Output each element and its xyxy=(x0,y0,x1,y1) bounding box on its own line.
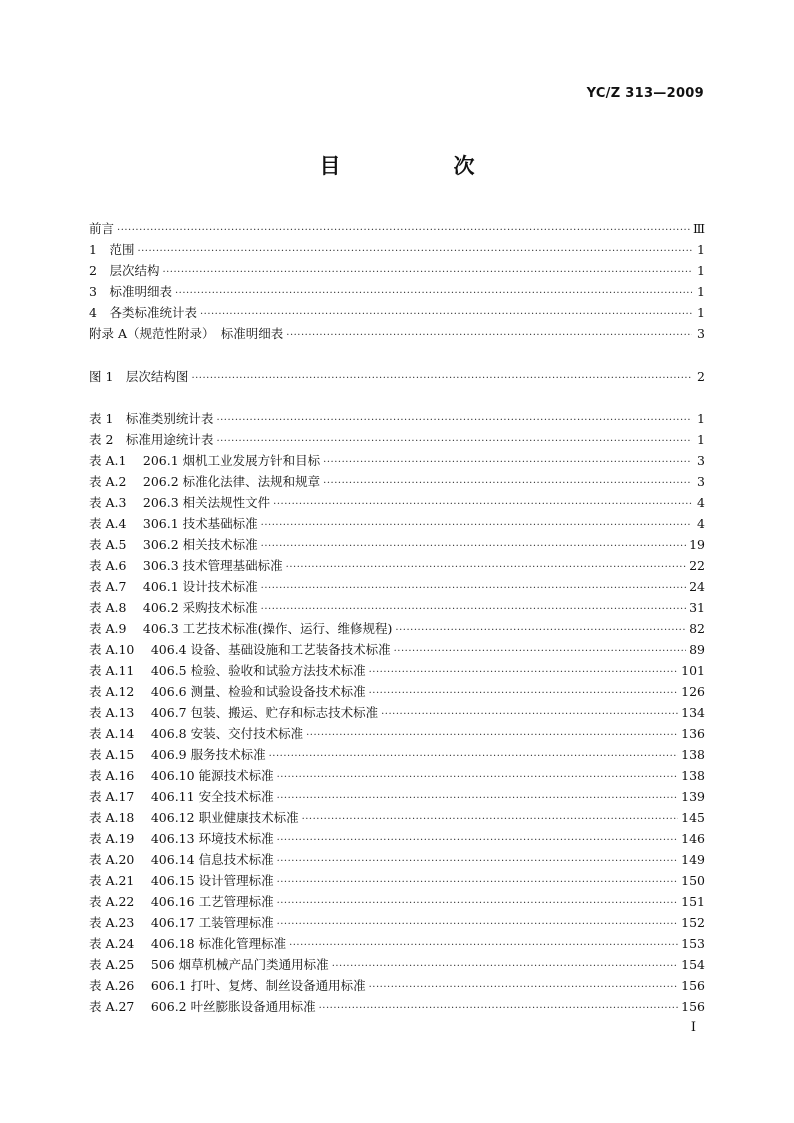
toc-entry[interactable] xyxy=(89,661,705,682)
dot-leader xyxy=(395,625,686,636)
toc-entry-page: 146 xyxy=(681,831,705,846)
toc-entry-page: 2 xyxy=(697,369,705,384)
toc-entry-page: 1 xyxy=(697,305,705,320)
page-title: 目 次 xyxy=(319,153,521,178)
dot-leader xyxy=(332,961,678,972)
dot-leader xyxy=(191,373,692,384)
toc-entry[interactable] xyxy=(89,240,705,261)
toc-entry-page: 150 xyxy=(681,873,705,888)
dot-leader xyxy=(277,856,679,867)
dot-leader xyxy=(369,667,679,678)
dot-leader xyxy=(137,246,692,257)
dot-leader xyxy=(277,919,679,930)
toc-entry-page: 22 xyxy=(689,558,705,573)
toc-entry-page: 152 xyxy=(681,915,705,930)
toc-entry[interactable] xyxy=(89,850,705,871)
dot-leader xyxy=(277,877,679,888)
dot-leader xyxy=(261,604,686,615)
dot-leader xyxy=(286,330,692,341)
toc-entry-page: 156 xyxy=(681,978,705,993)
toc-entry-page: 3 xyxy=(697,326,705,341)
toc-entry-page: 145 xyxy=(681,810,705,825)
toc-entry-label: 表 A.11 406.5 检验、验收和试验方法技术标准 xyxy=(89,663,366,678)
dot-leader xyxy=(273,499,692,510)
toc-entry-label: 2 层次结构 xyxy=(89,263,160,278)
toc-entry[interactable] xyxy=(89,745,705,766)
dot-leader xyxy=(302,814,679,825)
toc-entry-label: 表 A.8 406.2 采购技术标准 xyxy=(89,600,258,615)
toc-entry-label: 表 A.9 406.3 工艺技术标准(操作、运行、维修规程) xyxy=(89,621,393,636)
toc-entry[interactable] xyxy=(89,219,705,240)
toc-entry-page: 4 xyxy=(697,516,705,531)
toc-entry[interactable] xyxy=(89,682,705,703)
dot-leader xyxy=(162,267,692,278)
toc-entry-page: 82 xyxy=(689,621,705,636)
toc-entry-page: 138 xyxy=(681,768,705,783)
toc-entry-page: 156 xyxy=(681,999,705,1014)
dot-leader xyxy=(269,751,679,762)
dot-leader xyxy=(216,415,692,426)
toc-entry-label: 图 1 层次结构图 xyxy=(89,369,189,384)
toc-entry-label: 表 A.25 506 烟草机械产品门类通用标准 xyxy=(89,957,329,972)
toc-entry-page: 139 xyxy=(681,789,705,804)
toc-entry-page: 24 xyxy=(689,579,705,594)
dot-leader xyxy=(323,457,692,468)
toc-entry[interactable] xyxy=(89,766,705,787)
toc-entry[interactable] xyxy=(89,324,705,345)
dot-leader xyxy=(319,1003,679,1014)
toc-entry[interactable] xyxy=(89,367,705,388)
toc-entry[interactable] xyxy=(89,493,705,514)
toc-entry-page: 154 xyxy=(681,957,705,972)
dot-leader xyxy=(175,288,692,299)
footer-page-number: I xyxy=(690,1020,696,1035)
dot-leader xyxy=(277,898,679,909)
toc-entry-page: Ⅲ xyxy=(692,221,705,236)
toc-entry[interactable] xyxy=(89,577,705,598)
toc-entry[interactable] xyxy=(89,535,705,556)
toc-entry[interactable] xyxy=(89,640,705,661)
toc-entry[interactable] xyxy=(89,282,705,303)
toc-entry-label: 附录 A（规范性附录） 标准明细表 xyxy=(89,326,284,341)
toc-entry-page: 136 xyxy=(681,726,705,741)
toc-entry-page: 3 xyxy=(697,453,705,468)
toc-entry-page: 134 xyxy=(681,705,705,720)
toc-entry-page: 4 xyxy=(697,495,705,510)
toc-entry[interactable] xyxy=(89,892,705,913)
toc-entry-label: 表 A.24 406.18 标准化管理标准 xyxy=(89,936,287,951)
toc-entry-page: 149 xyxy=(681,852,705,867)
toc-entry-label: 表 1 标准类别统计表 xyxy=(89,411,214,426)
toc-entry[interactable] xyxy=(89,430,705,451)
dot-leader xyxy=(261,541,686,552)
toc-entry-page: 31 xyxy=(689,600,705,615)
toc-entry-page: 153 xyxy=(681,936,705,951)
toc-entry-page: 1 xyxy=(697,284,705,299)
toc-entry[interactable] xyxy=(89,451,705,472)
toc-entry-label: 表 A.22 406.16 工艺管理标准 xyxy=(89,894,274,909)
toc-entry[interactable] xyxy=(89,829,705,850)
toc-tables-section xyxy=(89,409,705,1018)
toc-entry-label: 前言 xyxy=(89,221,115,236)
toc-entry-label: 4 各类标准统计表 xyxy=(89,305,197,320)
toc-entry-label: 表 A.27 606.2 叶丝膨胀设备通用标准 xyxy=(89,999,316,1014)
toc-entry[interactable] xyxy=(89,913,705,934)
toc-entry[interactable] xyxy=(89,303,705,324)
toc-entry[interactable] xyxy=(89,472,705,493)
dot-leader xyxy=(369,688,679,699)
toc-entry-label: 表 A.10 406.4 设备、基础设施和工艺装备技术标准 xyxy=(89,642,391,657)
toc-entry-label: 1 范围 xyxy=(89,242,135,257)
toc-entry-page: 151 xyxy=(681,894,705,909)
toc-entry[interactable] xyxy=(89,808,705,829)
toc-entry-label: 表 A.17 406.11 安全技术标准 xyxy=(89,789,274,804)
dot-leader xyxy=(289,940,678,951)
toc-entry-label: 表 A.13 406.7 包装、搬运、贮存和标志技术标准 xyxy=(89,705,379,720)
toc-entry-page: 126 xyxy=(681,684,705,699)
dot-leader xyxy=(277,835,679,846)
dot-leader xyxy=(323,478,692,489)
toc-entry-page: 1 xyxy=(697,411,705,426)
toc-entry[interactable] xyxy=(89,724,705,745)
dot-leader xyxy=(369,982,679,993)
toc-entry-label: 表 A.18 406.12 职业健康技术标准 xyxy=(89,810,299,825)
toc-entry-label: 表 A.23 406.17 工装管理标准 xyxy=(89,915,274,930)
toc-entry-label: 表 A.19 406.13 环境技术标准 xyxy=(89,831,274,846)
dot-leader xyxy=(117,225,690,236)
dot-leader xyxy=(261,583,686,594)
standard-code: YC/Z 313—2009 xyxy=(586,86,704,101)
toc-entry-label: 表 A.6 306.3 技术管理基础标准 xyxy=(89,558,283,573)
dot-leader xyxy=(306,730,678,741)
toc-entry-label: 表 A.12 406.6 测量、检验和试验设备技术标准 xyxy=(89,684,366,699)
toc-entry-page: 19 xyxy=(689,537,705,552)
toc-entry-page: 101 xyxy=(681,663,705,678)
toc-entry-label: 表 A.26 606.1 打叶、复烤、制丝设备通用标准 xyxy=(89,978,366,993)
toc-entry-label: 表 2 标准用途统计表 xyxy=(89,432,214,447)
toc-figures-section xyxy=(89,367,705,388)
toc-entry[interactable] xyxy=(89,409,705,430)
dot-leader xyxy=(394,646,686,657)
toc-entry-label: 表 A.4 306.1 技术基础标准 xyxy=(89,516,258,531)
toc-entry-label: 表 A.15 406.9 服务技术标准 xyxy=(89,747,266,762)
toc-entry[interactable] xyxy=(89,934,705,955)
toc-entry[interactable] xyxy=(89,997,705,1018)
toc-entry[interactable] xyxy=(89,556,705,577)
toc-main-section xyxy=(89,219,705,345)
dot-leader xyxy=(277,793,679,804)
dot-leader xyxy=(277,772,679,783)
toc-entry[interactable] xyxy=(89,703,705,724)
toc-entry[interactable] xyxy=(89,955,705,976)
toc-entry[interactable] xyxy=(89,787,705,808)
toc-entry-page: 1 xyxy=(697,263,705,278)
toc-entry-label: 表 A.5 306.2 相关技术标准 xyxy=(89,537,258,552)
toc-entry-label: 表 A.1 206.1 烟机工业发展方针和目标 xyxy=(89,453,321,468)
toc-entry-page: 89 xyxy=(689,642,705,657)
toc-entry[interactable] xyxy=(89,871,705,892)
toc-entry-label: 表 A.2 206.2 标准化法律、法规和规章 xyxy=(89,474,321,489)
toc-entry-page: 3 xyxy=(697,474,705,489)
toc-entry[interactable] xyxy=(89,976,705,997)
toc-entry[interactable] xyxy=(89,514,705,535)
toc-entry-label: 表 A.16 406.10 能源技术标准 xyxy=(89,768,274,783)
toc-entry[interactable] xyxy=(89,598,705,619)
toc-entry-page: 1 xyxy=(697,432,705,447)
toc-entry-page: 138 xyxy=(681,747,705,762)
dot-leader xyxy=(286,562,686,573)
toc-entry[interactable] xyxy=(89,619,705,640)
toc-entry-label: 表 A.21 406.15 设计管理标准 xyxy=(89,873,274,888)
toc-entry-label: 表 A.7 406.1 设计技术标准 xyxy=(89,579,258,594)
toc-entry-label: 表 A.3 206.3 相关法规性文件 xyxy=(89,495,271,510)
dot-leader xyxy=(381,709,678,720)
dot-leader xyxy=(200,309,692,320)
dot-leader xyxy=(261,520,692,531)
toc-entry-label: 3 标准明细表 xyxy=(89,284,172,299)
toc-entry-label: 表 A.20 406.14 信息技术标准 xyxy=(89,852,274,867)
toc-entry-label: 表 A.14 406.8 安装、交付技术标准 xyxy=(89,726,304,741)
toc-entry-page: 1 xyxy=(697,242,705,257)
dot-leader xyxy=(216,436,692,447)
toc-entry[interactable] xyxy=(89,261,705,282)
